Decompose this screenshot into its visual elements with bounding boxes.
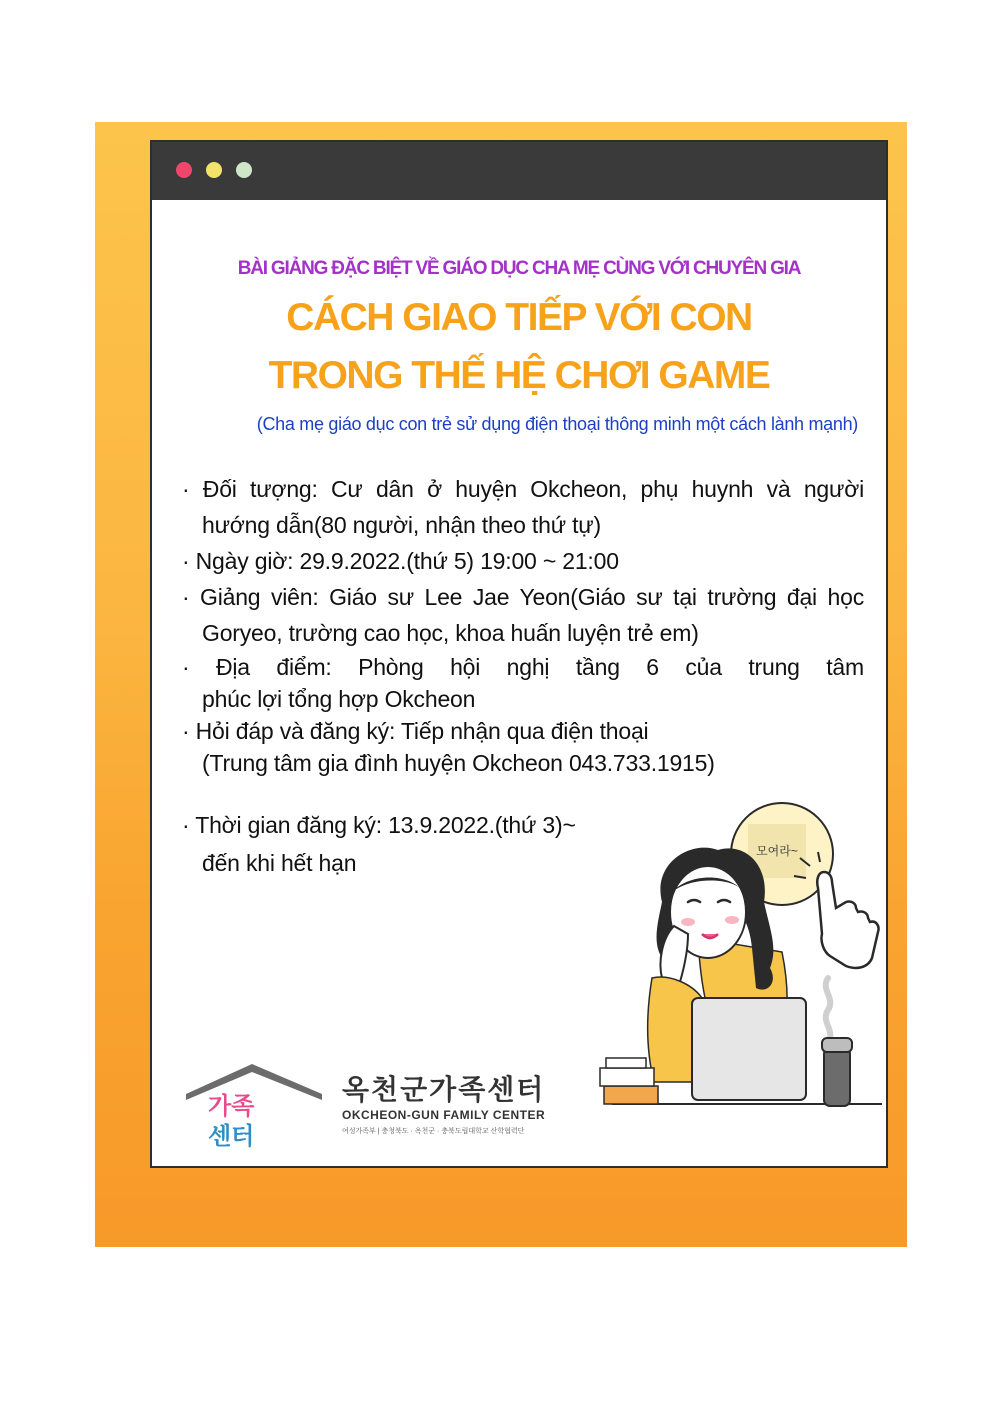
lecturer-line-2: Goryeo, trường cao học, khoa huấn luyện trẻ em)	[202, 620, 699, 646]
audience-line-1: · Đối tượng: Cư dân ở huyện Okcheon, phụ huynh và người	[182, 476, 864, 502]
logo-name-english: OKCHEON-GUN FAMILY CENTER	[342, 1108, 546, 1122]
browser-window-frame	[150, 140, 888, 1168]
register-line-1: · Thời gian đăng ký: 13.9.2022.(thứ 3)~	[182, 812, 576, 838]
speech-bubble-text: 모여라~	[748, 824, 806, 878]
event-subtitle: BÀI GIẢNG ĐẶC BIỆT VỀ GIÁO DỤC CHA MẸ CÙNG VỚI CHUYÊN GIA	[237, 258, 801, 279]
minimize-dot-icon	[206, 162, 222, 178]
lecturer-line-1: · Giảng viên: Giáo sư Lee Jae Yeon(Giáo sư tại trường đại học	[182, 584, 864, 610]
close-dot-icon	[176, 162, 192, 178]
event-title-line-1: CÁCH GIAO TIẾP VỚI CON	[286, 296, 752, 339]
window-titlebar	[152, 142, 886, 200]
logo-name-korean: 옥천군가족센터	[342, 1073, 546, 1106]
contact-line-1: · Hỏi đáp và đăng ký: Tiếp nhận qua điện thoại	[182, 718, 649, 744]
house-logo-mark	[182, 1060, 332, 1150]
girl-laptop-illustration	[592, 802, 888, 1142]
logo-partners: 여성가족부 | 충청북도 · 옥천군 · 충북도립대학교 산학협력단	[342, 1128, 525, 1135]
contact-line-2: (Trung tâm gia đình huyện Okcheon 043.733.1915)	[202, 750, 715, 776]
place-line-2: phúc lợi tổng hợp Okcheon	[202, 686, 476, 712]
logo-mark-line-1: 가족	[208, 1092, 255, 1120]
place-line-1: · Địa điểm: Phòng hội nghị tầng 6 của trung tâm	[182, 654, 864, 680]
audience-line-2: hướng dẫn(80 người, nhận theo thứ tự)	[202, 512, 601, 538]
family-center-logo	[182, 1060, 562, 1150]
pointing-hand-icon	[794, 852, 879, 968]
event-title-line-2: TRONG THẾ HỆ CHƠI GAME	[268, 354, 770, 397]
event-note: (Cha mẹ giáo dục con trẻ sử dụng điện thoại thông minh một cách lành mạnh)	[256, 414, 858, 434]
register-line-2: đến khi hết hạn	[202, 850, 357, 876]
logo-mark-line-2: 센터	[208, 1122, 255, 1150]
datetime-line: · Ngày giờ: 29.9.2022.(thứ 5) 19:00 ~ 21:00	[182, 548, 619, 574]
maximize-dot-icon	[236, 162, 252, 178]
